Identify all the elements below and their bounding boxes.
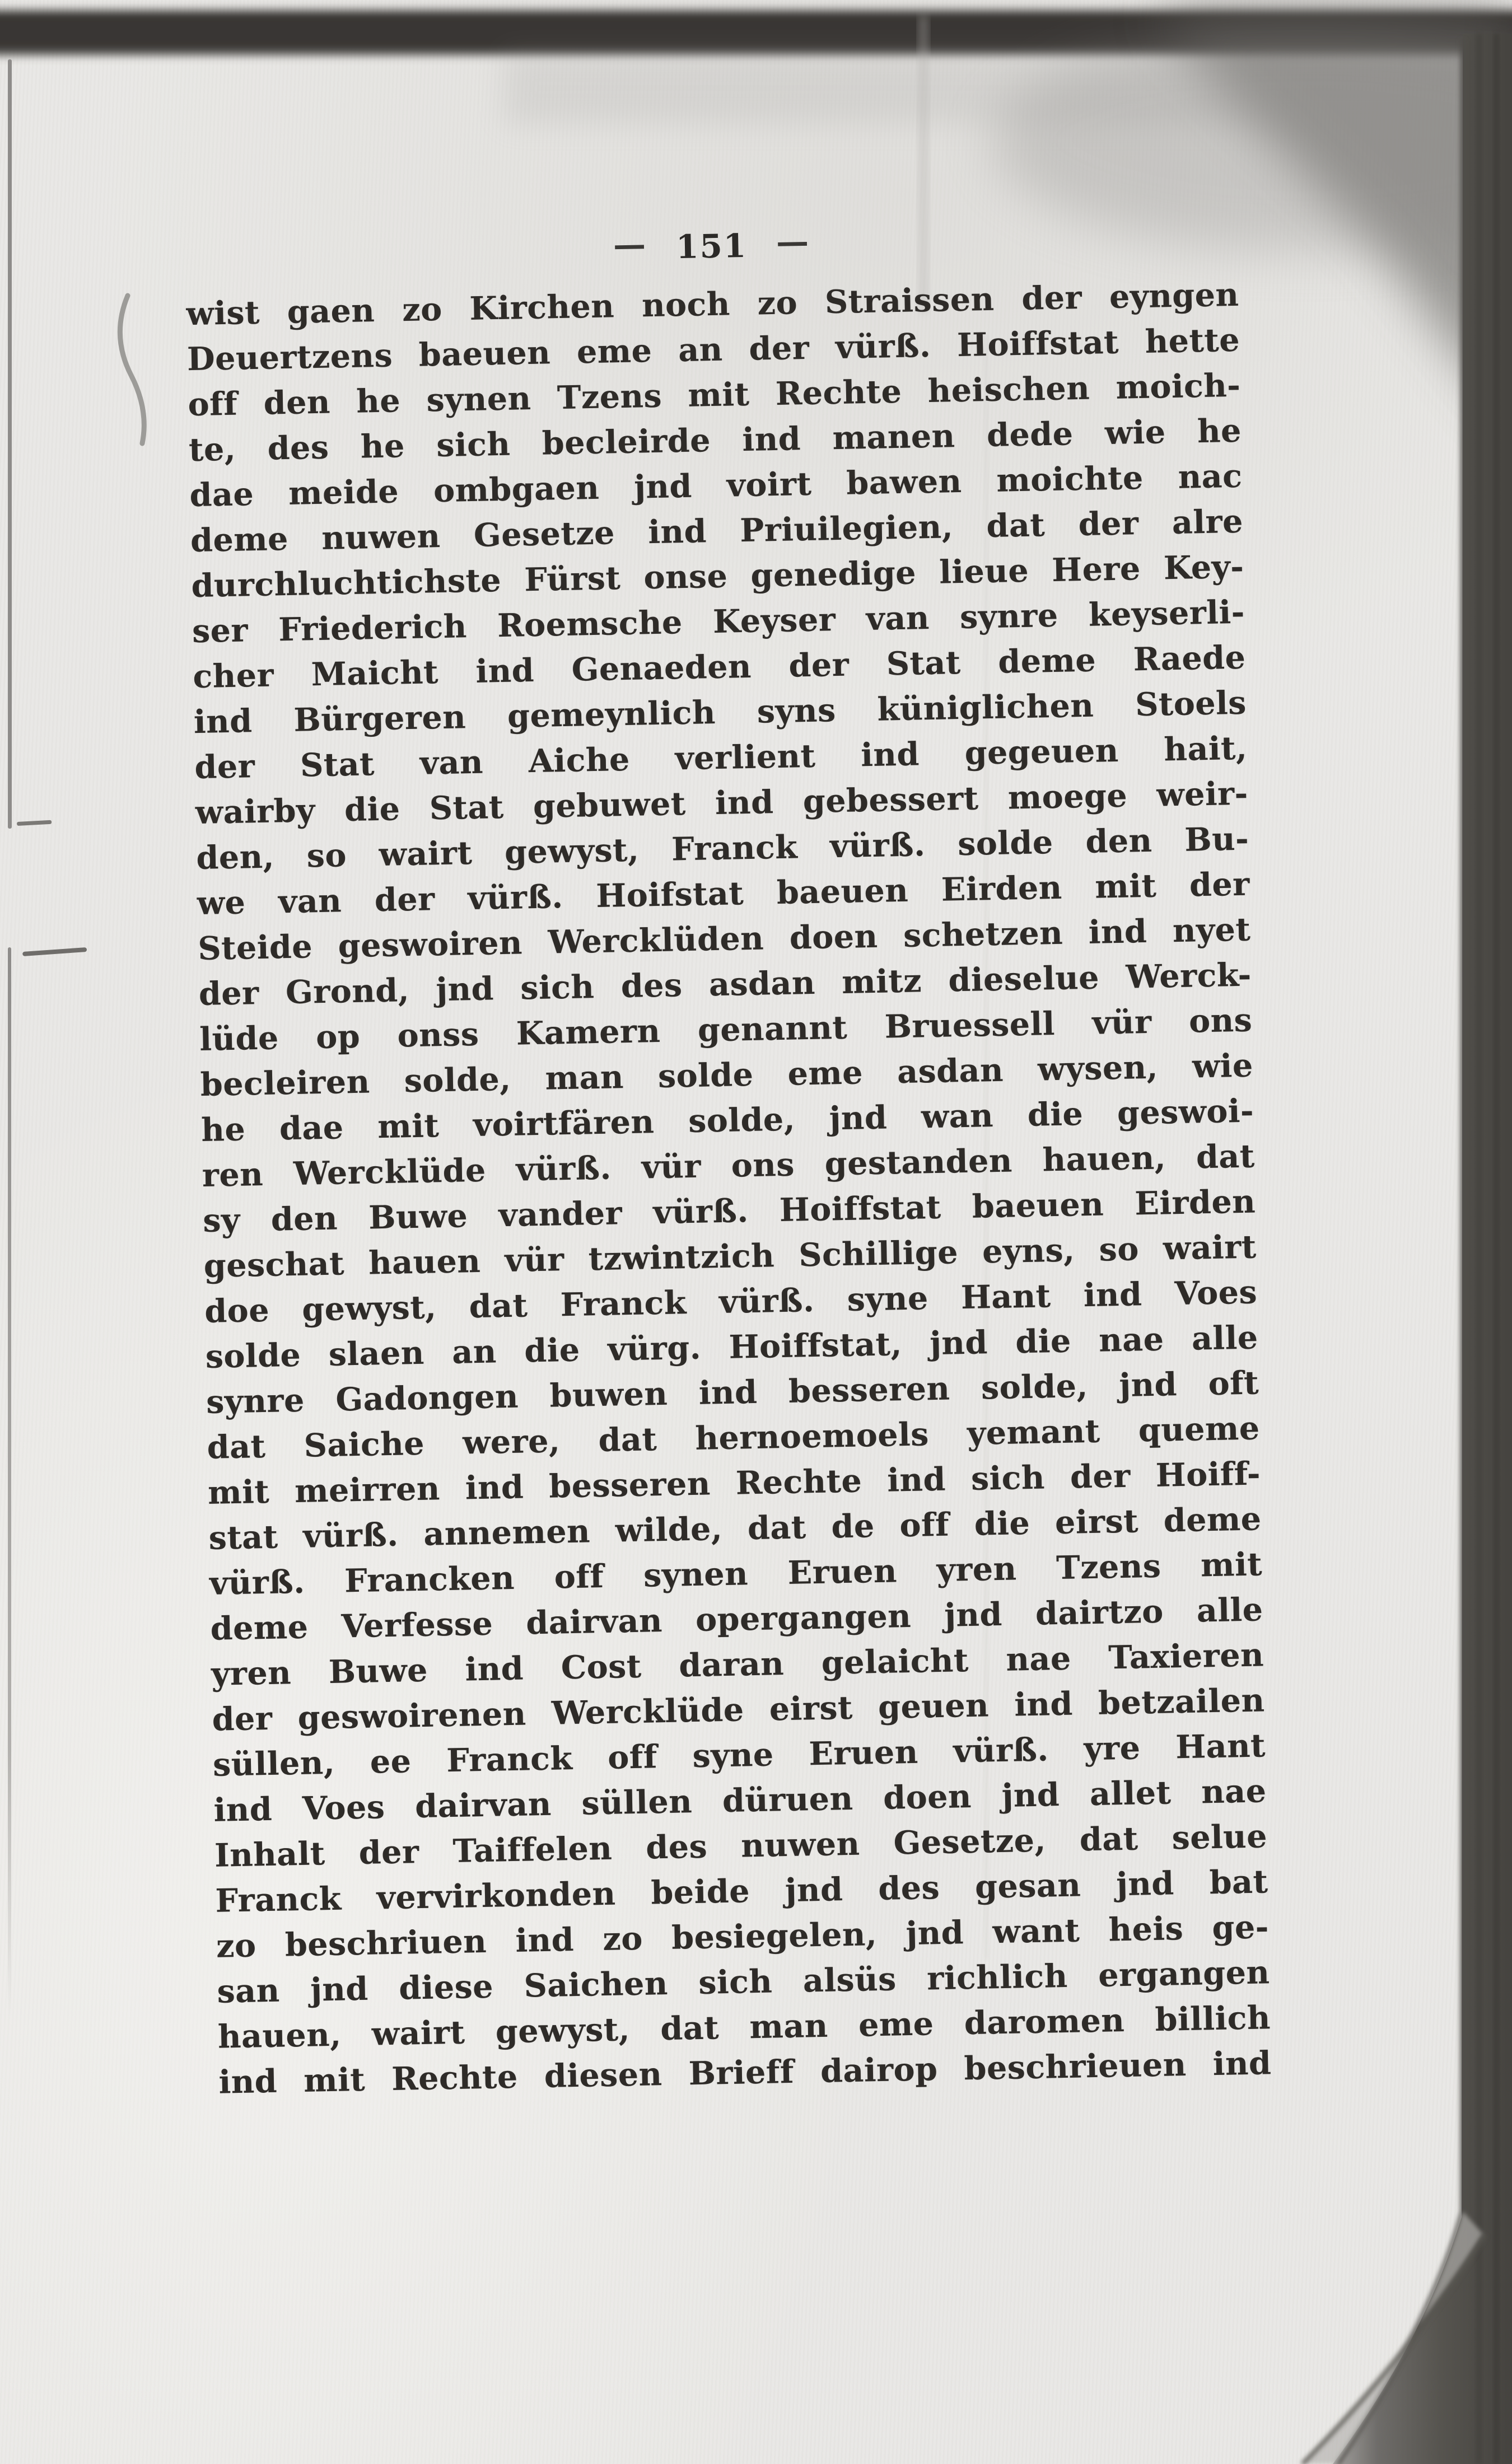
text-line: Franck vervirkonden beide jnd des gesan jnd bat xyxy=(215,1863,1268,1920)
text-line: deme nuwen Gesetze ind Priuilegien, dat der alre xyxy=(190,502,1244,560)
text-line: ind mit Rechte diesen Brieff dairop beschrieuen ind xyxy=(218,2044,1272,2101)
text-line: Inhalt der Taiffelen des nuwen Gesetze, dat selue xyxy=(214,1817,1268,1874)
text-line: der Grond, jnd sich des asdan mitz dieselue Werck- xyxy=(198,956,1252,1013)
text-block xyxy=(186,272,1272,2105)
right-edge-band xyxy=(1333,34,1512,2464)
text-line: durchluchtichste Fürst onse genedige lieue Here Key- xyxy=(190,548,1244,605)
left-edge-line-lower xyxy=(8,947,11,2017)
text-line: Steide geswoiren Wercklüden doen schetzen ind nyet xyxy=(197,910,1251,968)
text-line: off den he synen Tzens mit Rechte heischen moich- xyxy=(188,366,1241,424)
text-line: der geswoirenen Wercklüde eirst geuen ind betzailen xyxy=(212,1681,1266,1738)
text-line: synre Gadongen buwen ind besseren solde, jnd oft xyxy=(206,1364,1259,1421)
text-line: vürß. Francken off synen Eruen yren Tzens mit xyxy=(209,1545,1263,1602)
text-line: stat vürß. annemen wilde, dat de off die eirst deme xyxy=(208,1500,1262,1557)
header-left-dash: — xyxy=(613,225,647,264)
text-line: ren Wercklüde vürß. vür ons gestanden hauen, dat xyxy=(202,1137,1256,1194)
text-line: mit meirren ind besseren Rechte ind sich der Hoiff- xyxy=(207,1455,1261,1512)
text-line: san jnd diese Saichen sich alsüs richlich ergangen xyxy=(217,1953,1270,2011)
text-line: lüde op onss Kamern genannt Bruessell vür ons xyxy=(199,1001,1253,1058)
text-line: doe gewyst, dat Franck vürß. syne Hant ind Voes xyxy=(204,1273,1258,1330)
left-margin-curl-mark xyxy=(120,296,144,443)
text-line: te, des he sich becleirde ind manen dede wie he xyxy=(188,412,1242,469)
text-line: süllen, ee Franck off syne Eruen vürß. yre Hant xyxy=(212,1727,1266,1784)
left-edge-line xyxy=(8,59,12,829)
text-line: he dae mit voirtfären solde, jnd wan die geswoi- xyxy=(200,1092,1254,1149)
text-line: geschat hauen vür tzwintzich Schillige eyns, so wairt xyxy=(203,1228,1257,1285)
text-line: dat Saiche were, dat hernoemoels yemant queme xyxy=(207,1409,1261,1466)
header-right-dash: — xyxy=(776,222,810,261)
printed-content xyxy=(185,217,1272,2105)
text-line: yren Buwe ind Cost daran gelaicht nae Taxieren xyxy=(211,1636,1264,1693)
page-number: 151 xyxy=(675,226,748,266)
text-line: zo beschriuen ind zo besiegelen, jnd want heis ge- xyxy=(216,1908,1270,1965)
text-line: cher Maicht ind Genaeden der Stat deme Raede xyxy=(192,638,1246,696)
text-line: becleiren solde, man solde eme asdan wysen, wie xyxy=(200,1046,1254,1104)
text-line: hauen, wairt gewyst, dat man eme daromen billich xyxy=(217,1999,1271,2056)
text-line: der Stat van Aiche verlient ind gegeuen hait, xyxy=(194,729,1248,787)
text-line: ser Friederich Roemsche Keyser van synre keyserli- xyxy=(192,593,1245,651)
text-line: wist gaen zo Kirchen noch zo Straissen der eyngen xyxy=(186,275,1239,333)
text-line: dae meide ombgaen jnd voirt bawen moichte nac xyxy=(189,457,1243,515)
text-line: deme Verfesse dairvan opergangen jnd dairtzo alle xyxy=(210,1591,1264,1648)
text-line: solde slaen an die vürg. Hoiffstat, jnd die nae alle xyxy=(205,1319,1259,1376)
text-line: den, so wairt gewyst, Franck vürß. solde den Bu- xyxy=(195,820,1249,877)
text-line: Deuertzens baeuen eme an der vürß. Hoiffstat hette xyxy=(186,321,1240,378)
text-line: sy den Buwe vander vürß. Hoiffstat baeuen Eirden xyxy=(202,1182,1256,1240)
text-line: wairby die Stat gebuwet ind gebessert moege weir- xyxy=(195,774,1249,832)
text-line: we van der vürß. Hoifstat baeuen Eirden mit der xyxy=(197,865,1250,923)
text-line: ind Bürgeren gemeynlich syns küniglichen Stoels xyxy=(193,684,1247,741)
text-line: ind Voes dairvan süllen düruen doen jnd allet nae xyxy=(213,1772,1267,1829)
